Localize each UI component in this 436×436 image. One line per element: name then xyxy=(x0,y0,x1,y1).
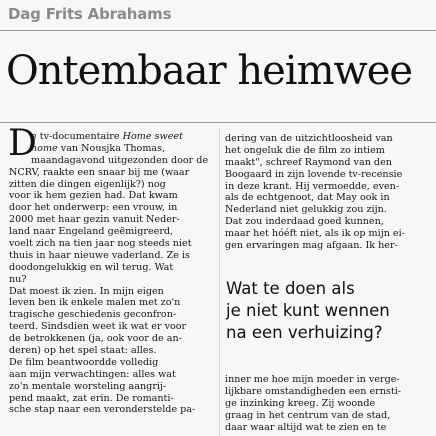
text-line: land naar Engeland geëmigreerd, xyxy=(9,226,174,238)
article-column-right-bottom xyxy=(225,374,431,433)
text-line: doodongelukkig en wil terug. Wat xyxy=(9,261,174,273)
headline-rule xyxy=(0,122,436,123)
text-line: leven ben ik enkele malen met zo'n xyxy=(9,297,181,309)
text-line: tragische geschiedenis geconfron- xyxy=(9,309,177,321)
programme-title: Home sweet xyxy=(122,131,183,142)
text-line: voor ik hem gezien had. Dat kwam xyxy=(9,190,178,202)
article-column-left xyxy=(9,131,214,416)
text-line: maar het hóéft niet, als ik op mijn ei- xyxy=(225,228,405,240)
text-line: het ongeluk die de film zo intiem xyxy=(225,144,385,156)
text-line: ge inzinking kreeg. Zij woonde xyxy=(225,397,376,409)
text-line: teerd. Sindsdien weet ik wat er voor xyxy=(9,321,187,333)
article-column-right-top xyxy=(225,133,431,252)
text-line: e tv-documentaire Home sweet xyxy=(31,131,183,142)
text-line: zitten die dingen eigenlijk?) nog xyxy=(9,178,166,190)
text-line: inner me hoe mijn moeder in verge- xyxy=(225,374,400,385)
text-line: home van Nousjka Thomas, xyxy=(31,142,166,154)
text-line: dering van de uitzichtloosheid van xyxy=(225,133,393,144)
text-line: in deze krant. Hij vermoedde, even- xyxy=(225,180,400,192)
column-divider xyxy=(219,128,220,436)
text-line: nu? xyxy=(9,273,27,285)
pull-quote xyxy=(226,278,431,344)
programme-title: home xyxy=(31,142,58,154)
text-line: de betrokkenen (ja, ook voor de an- xyxy=(9,333,182,345)
text-line: je niet kunt wennen xyxy=(226,301,390,320)
text-line: na een verhuizing? xyxy=(226,323,383,342)
header-rule xyxy=(0,30,436,31)
text-line: deren) op het spel staat: alles. xyxy=(9,345,157,357)
text-line: pend maakt, zat erin. De romanti- xyxy=(9,392,174,404)
text-line: graag in het centrum van de stad, xyxy=(225,409,391,421)
text-line: Dat zou inderdaad goed kunnen, xyxy=(225,216,384,228)
text-line: maakt", schreef Raymond van den xyxy=(225,156,392,168)
text-line: gen ervaringen mag afgaan. Ik her- xyxy=(225,240,398,252)
text-line: Nederland niet gelukkig zou zijn. xyxy=(225,204,387,216)
text-line: lijkbare omstandigheden een ernsti- xyxy=(225,385,402,397)
text-line: De film beantwoordde volledig xyxy=(9,356,159,368)
text-line: Boogaard in zijn lovende tv-recensie xyxy=(225,168,403,180)
column-label: Dag Frits Abrahams xyxy=(8,5,172,23)
text-line: 2000 met haar gezin vanuit Neder- xyxy=(9,214,180,226)
text-line: daar waar altijd wat te zien en te xyxy=(225,421,387,433)
text-line: Dat moest ik zien. In mijn eigen xyxy=(9,285,164,297)
text-line: maandagavond uitgezonden door de xyxy=(31,154,209,166)
text-line: Wat te doen als xyxy=(226,279,355,298)
text-line: sche stap naar een veronderstelde pa- xyxy=(9,404,196,416)
text-line: aan mijn verwachtingen: alles wat xyxy=(9,368,176,380)
text-line: als de echtgenoot, dat May ook in xyxy=(225,192,390,204)
text-line: zo'n mentale worsteling aangrij- xyxy=(9,380,167,392)
drop-cap: D xyxy=(8,123,37,164)
headline: Ontembaar heimwee xyxy=(6,48,413,94)
text-line: thuis in haar nieuwe vaderland. Ze is xyxy=(9,249,190,261)
text-line: NCRV, raakte een snaar bij me (waar xyxy=(9,166,190,178)
text-line: door het onderwerp: een vrouw, in xyxy=(9,202,178,214)
text-line: voelt zich na tien jaar nog steeds niet xyxy=(9,238,192,250)
